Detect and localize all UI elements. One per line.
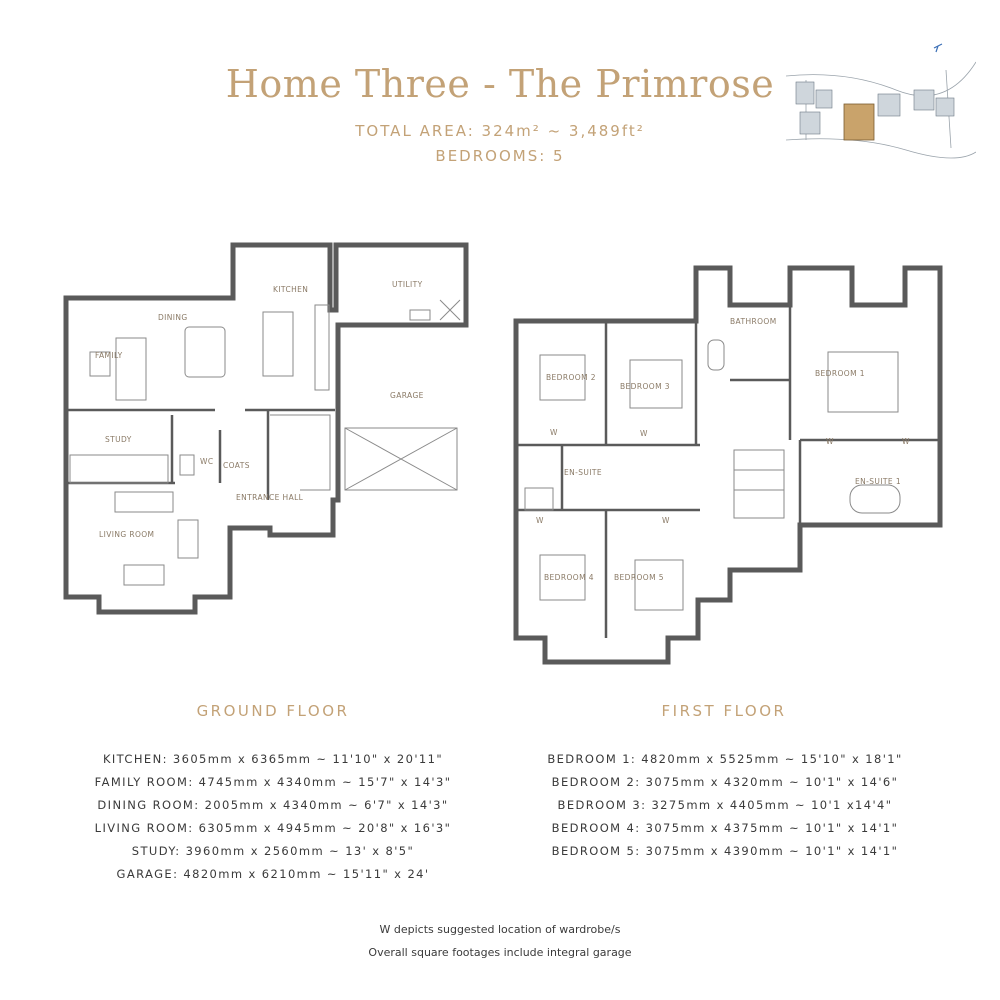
bedroom-count: BEDROOMS: 5: [435, 147, 565, 165]
dimension-row: FAMILY ROOM: 4745mm x 4340mm ~ 15'7" x 14'3": [94, 775, 452, 789]
label-bedroom2: BEDROOM 2: [546, 373, 596, 382]
label-coats: COATS: [223, 461, 250, 470]
label-bathroom: BATHROOM: [730, 317, 777, 326]
dimension-row: STUDY: 3960mm x 2560mm ~ 13' x 8'5": [131, 844, 415, 858]
label-wc: WC: [200, 457, 214, 466]
label-garage: GARAGE: [390, 391, 424, 400]
label-utility: UTILITY: [392, 280, 423, 289]
note-area: Overall square footages include integral garage: [368, 946, 632, 959]
dimension-row: DINING ROOM: 2005mm x 4340mm ~ 6'7" x 14'3": [97, 798, 449, 812]
wardrobe-marker: W: [640, 429, 648, 438]
first-floor-outline: [516, 268, 940, 662]
dimension-row: BEDROOM 4: 3075mm x 4375mm ~ 10'1" x 14'1": [551, 821, 899, 835]
ground-floor-dimensions: [73, 748, 473, 886]
wardrobe-marker: W: [826, 437, 834, 446]
label-dining: DINING: [158, 313, 188, 322]
dimension-row: BEDROOM 5: 3075mm x 4390mm ~ 10'1" x 14'1": [551, 844, 899, 858]
wardrobe-marker: W: [550, 428, 558, 437]
wardrobe-marker: W: [662, 516, 670, 525]
label-bedroom4: BEDROOM 4: [544, 573, 594, 582]
wardrobe-marker: W: [536, 516, 544, 525]
label-ensuite: EN-SUITE: [564, 468, 603, 477]
wardrobe-marker: W: [902, 437, 910, 446]
dimension-row: KITCHEN: 3605mm x 6365mm ~ 11'10" x 20'11": [102, 752, 444, 766]
label-study: STUDY: [105, 435, 132, 444]
dimension-row: BEDROOM 1: 4820mm x 5525mm ~ 15'10" x 18'1": [547, 752, 903, 766]
label-living-room: LIVING ROOM: [99, 530, 155, 539]
dimension-row: LIVING ROOM: 6305mm x 4945mm ~ 20'8" x 16'3": [94, 821, 452, 835]
label-bedroom1: BEDROOM 1: [815, 369, 865, 378]
label-family: FAMILY: [95, 351, 123, 360]
dimension-row: BEDROOM 3: 3275mm x 4405mm ~ 10'1 x14'4": [557, 798, 893, 812]
label-bedroom5: BEDROOM 5: [614, 573, 664, 582]
total-area: TOTAL AREA: 324m² ~ 3,489ft²: [355, 122, 645, 140]
ground-floor-title: GROUND FLOOR: [196, 702, 350, 720]
footnotes: [0, 918, 1000, 964]
label-entrance-hall: ENTRANCE HALL: [236, 493, 304, 502]
label-ensuite1: EN-SUITE 1: [855, 477, 901, 486]
dimension-row: GARAGE: 4820mm x 6210mm ~ 15'11" x 24': [116, 867, 430, 881]
first-floor-title: FIRST FLOOR: [661, 702, 787, 720]
note-wardrobe: W depicts suggested location of wardrobe/s: [379, 923, 621, 936]
page-title: Home Three - The Primrose: [225, 62, 775, 106]
first-floor-dimensions: [525, 748, 925, 863]
label-bedroom3: BEDROOM 3: [620, 382, 670, 391]
label-kitchen: KITCHEN: [273, 285, 309, 294]
dimension-row: BEDROOM 2: 3075mm x 4320mm ~ 10'1" x 14'6": [551, 775, 899, 789]
